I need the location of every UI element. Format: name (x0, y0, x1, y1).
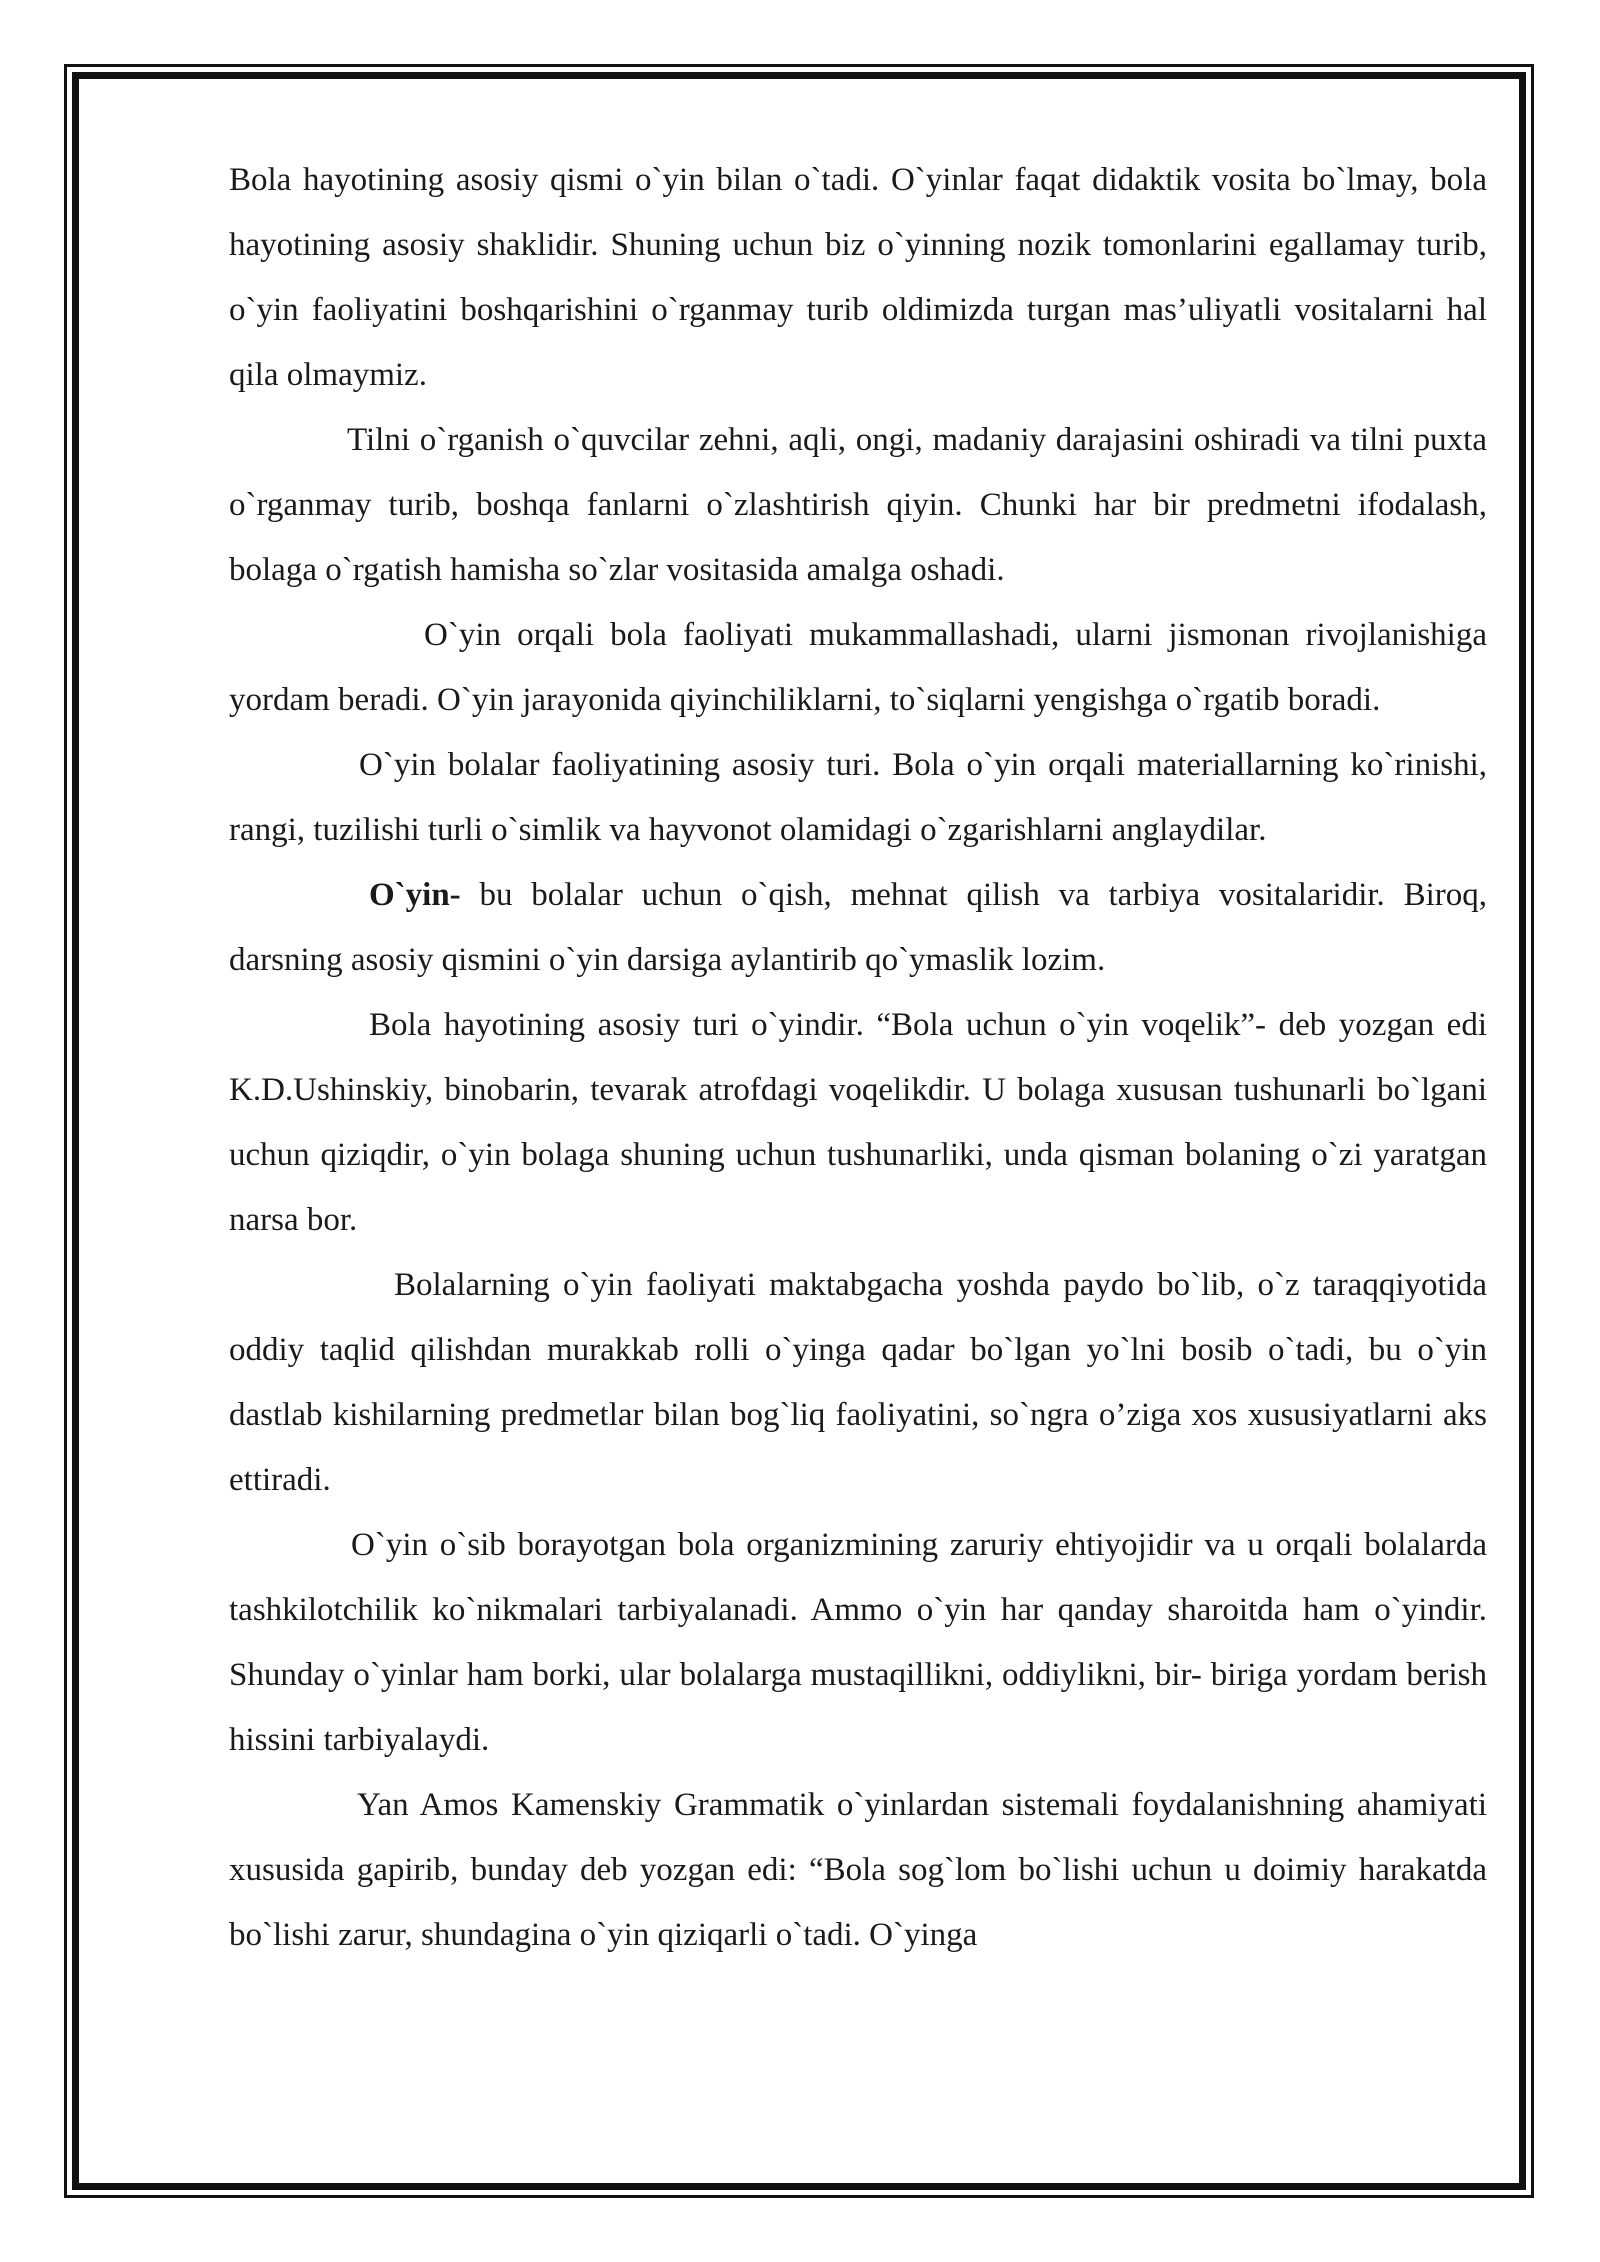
paragraph-5-text: bu bolalar uchun o`qish, mehnat qilish va tarbiya vositalaridir. Biroq, darsning asosiy qismini o`yin darsiga aylantirib qo`ymaslik lozim. (229, 877, 1487, 978)
paragraph-5 (229, 863, 1487, 993)
paragraph-7: Bolalarning o`yin faoliyati maktabgacha yoshda paydo bo`lib, o`z taraqqiyotida oddiy taqlid qilishdan murakkab rolli o`yinga qadar bo`lgan yo`lni bosib o`tadi, bu o`yin dastlab kishilarning predmetlar bilan bog`liq faoliyatini, so`ngra o’ziga xos xususiyatlarni aks ettiradi. (229, 1267, 1487, 1498)
document-body (229, 148, 1487, 1968)
paragraph-3: O`yin orqali bola faoliyati mukammallashadi, ularni jismonan rivojlanishiga yordam beradi. O`yin jarayonida qiyinchiliklarni, to`siqlarni yengishga o`rgatib boradi. (229, 617, 1487, 718)
paragraph-1: Bola hayotining asosiy qismi o`yin bilan o`tadi. O`yinlar faqat didaktik vosita bo`lmay, bola hayotining asosiy shaklidir. Shuning uchun biz o`yinning nozik tomonlarini egallamay turib, o`yin faoliyatini boshqarishini o`rganmay turib oldimizda turgan mas’uliyatli vositalarni hal qila olmaymiz. (229, 162, 1487, 393)
paragraph-4: O`yin bolalar faoliyatining asosiy turi. Bola o`yin orqali materiallarning ko`rinishi, rangi, tuzilishi turli o`simlik va hayvonot olamidagi o`zgarishlarni anglaydilar. (229, 747, 1487, 848)
paragraph-6: Bola hayotining asosiy turi o`yindir. “Bola uchun o`yin voqelik”- deb yozgan edi K.D.Ushinskiy, binobarin, tevarak atrofdagi voqelikdir. U bolaga xususan tushunarli bo`lgani uchun qiziqdir, o`yin bolaga shuning uchun tushunarliki, unda qisman bolaning o`zi yaratgan narsa bor. (229, 1007, 1487, 1238)
paragraph-8: O`yin o`sib borayotgan bola organizmining zaruriy ehtiyojidir va u orqali bolalarda tashkilotchilik ko`nikmalari tarbiyalanadi. Ammo o`yin har qanday sharoitda ham o`yindir. Shunday o`yinlar ham borki, ular bolalarga mustaqillikni, oddiylikni, bir- biriga yordam berish hissini tarbiyalaydi. (229, 1527, 1487, 1758)
paragraph-5-term: O`yin- (369, 877, 461, 913)
paragraph-9: Yan Amos Kamenskiy Grammatik o`yinlardan sistemali foydalanishning ahamiyati xususida gapirib, bunday deb yozgan edi: “Bola sog`lom bo`lishi uchun u doimiy harakatda bo`lishi zarur, shundagina o`yin qiziqarli o`tadi. O`yinga (229, 1787, 1487, 1953)
paragraph-2: Tilni o`rganish o`quvcilar zehni, aqli, ongi, madaniy darajasini oshiradi va tilni puxta o`rganmay turib, boshqa fanlarni o`zlashtirish qiyin. Chunki har bir predmetni ifodalash, bolaga o`rgatish hamisha so`zlar vositasida amalga oshadi. (229, 422, 1487, 588)
